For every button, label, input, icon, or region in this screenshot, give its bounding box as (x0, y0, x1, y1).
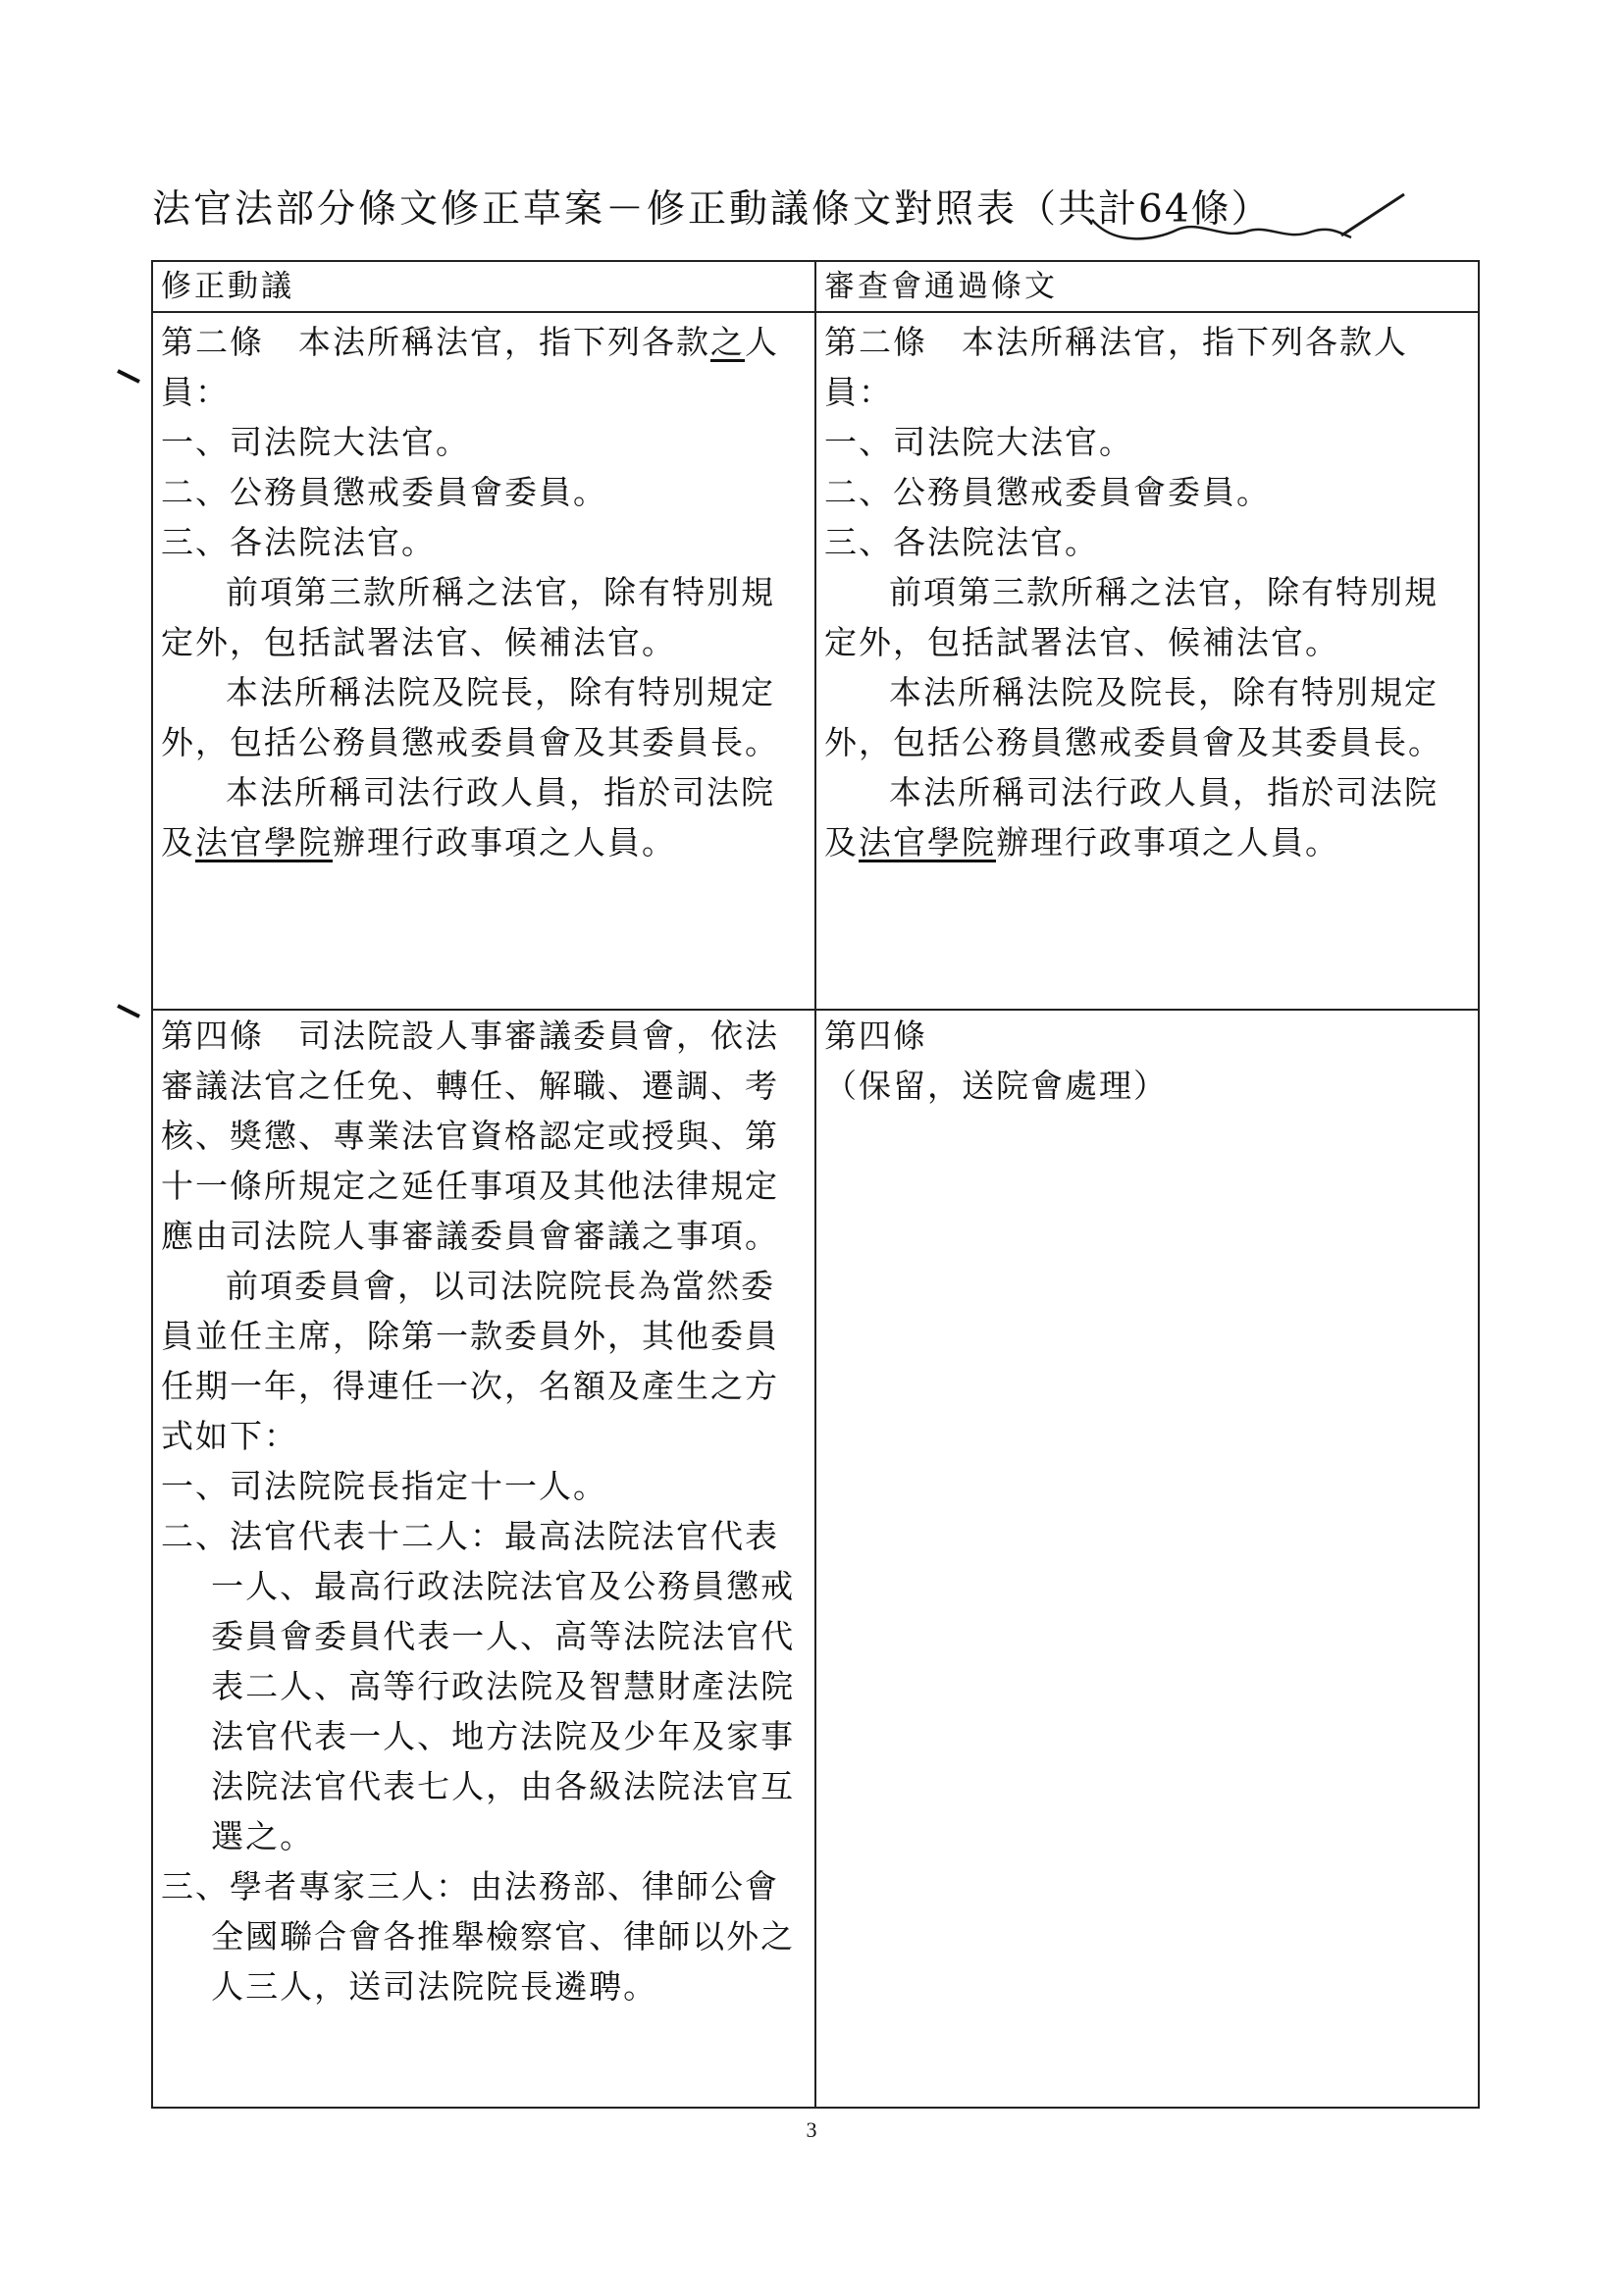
table-header-row (152, 261, 1479, 312)
text-line: 第四條 (824, 1017, 927, 1055)
text-line: 第二條 本法所稱法官，指下列各款之人員： (161, 323, 779, 411)
table-row (152, 312, 1479, 1010)
list-item: 二、法官代表十二人：最高法院法官代表一人、最高行政法院法官及公務員懲戒委員會委員代表一人、高等法院法官代表二人、高等行政法院及智慧財產法院法官代表一人、地方法院及少年及家事法院法官代表七人，由各級法院法官互選之。 (161, 1517, 796, 1855)
text-line: 本法所稱法院及院長，除有特別規定外，包括公務員懲戒委員會及其委員長。 (161, 673, 779, 761)
text-line: 本法所稱司法行政人員，指於司法院及法官學院辦理行政事項之人員。 (824, 773, 1439, 861)
cell-article-2-approved (815, 312, 1479, 1010)
handwritten-scribble-icon (1084, 186, 1408, 249)
margin-tick-icon (116, 368, 143, 386)
underlined-text: 之 (710, 323, 745, 361)
text-line: 三、各法院法官。 (161, 523, 436, 561)
list-item: 一、司法院院長指定十一人。 (161, 1467, 607, 1505)
cell-article-2-motion (152, 312, 815, 1010)
table-row (152, 1010, 1479, 2108)
underlined-text: 法官學院 (859, 823, 996, 861)
text-line: 二、公務員懲戒委員會委員。 (824, 473, 1271, 511)
header-amendment-motion: 修正動議 (152, 261, 815, 312)
title-text: 法官法部分條文修正草案－修正動議條文對照表 (152, 187, 1019, 232)
text-line: 前項委員會，以司法院院長為當然委員並任主席，除第一款委員外，其他委員任期一年，得連任一次，名額及產生之方式如下： (161, 1267, 779, 1455)
text-line: （保留，送院會處理） (824, 1067, 1168, 1105)
text-line: 第二條 本法所稱法官，指下列各款人員： (824, 323, 1408, 411)
text-line: 第四條 司法院設人事審議委員會，依法審議法官之任免、轉任、解職、遷調、考核、獎懲、專業法官資格認定或授與、第十一條所規定之延任事項及其他法律規定應由司法院人事審議委員會審議之事項。 (161, 1017, 779, 1255)
text-line: 三、各法院法官。 (824, 523, 1099, 561)
cell-article-4-approved (815, 1010, 1479, 2108)
text-line: 前項第三款所稱之法官，除有特別規定外，包括試署法官、候補法官。 (161, 573, 775, 661)
margin-tick-icon (116, 1003, 143, 1020)
page-number: 3 (806, 2117, 817, 2142)
text-line: 一、司法院大法官。 (824, 423, 1133, 461)
title-count-note: （共計64條） (1018, 187, 1272, 232)
text-line: 前項第三款所稱之法官，除有特別規定外，包括試署法官、候補法官。 (824, 573, 1439, 661)
text-line: 本法所稱法院及院長，除有特別規定外，包括公務員懲戒委員會及其委員長。 (824, 673, 1442, 761)
text-line: 二、公務員懲戒委員會委員。 (161, 473, 607, 511)
underlined-text: 法官學院 (195, 823, 333, 861)
header-committee-approved: 審查會通過條文 (815, 261, 1479, 312)
text-line: 本法所稱司法行政人員，指於司法院及法官學院辦理行政事項之人員。 (161, 773, 775, 861)
comparison-table (151, 260, 1480, 2109)
cell-article-4-motion (152, 1010, 815, 2108)
text-line: 一、司法院大法官。 (161, 423, 470, 461)
list-item: 三、學者專家三人：由法務部、律師公會全國聯合會各推舉檢察官、律師以外之人三人，送司法院院長遴聘。 (161, 1867, 796, 2006)
